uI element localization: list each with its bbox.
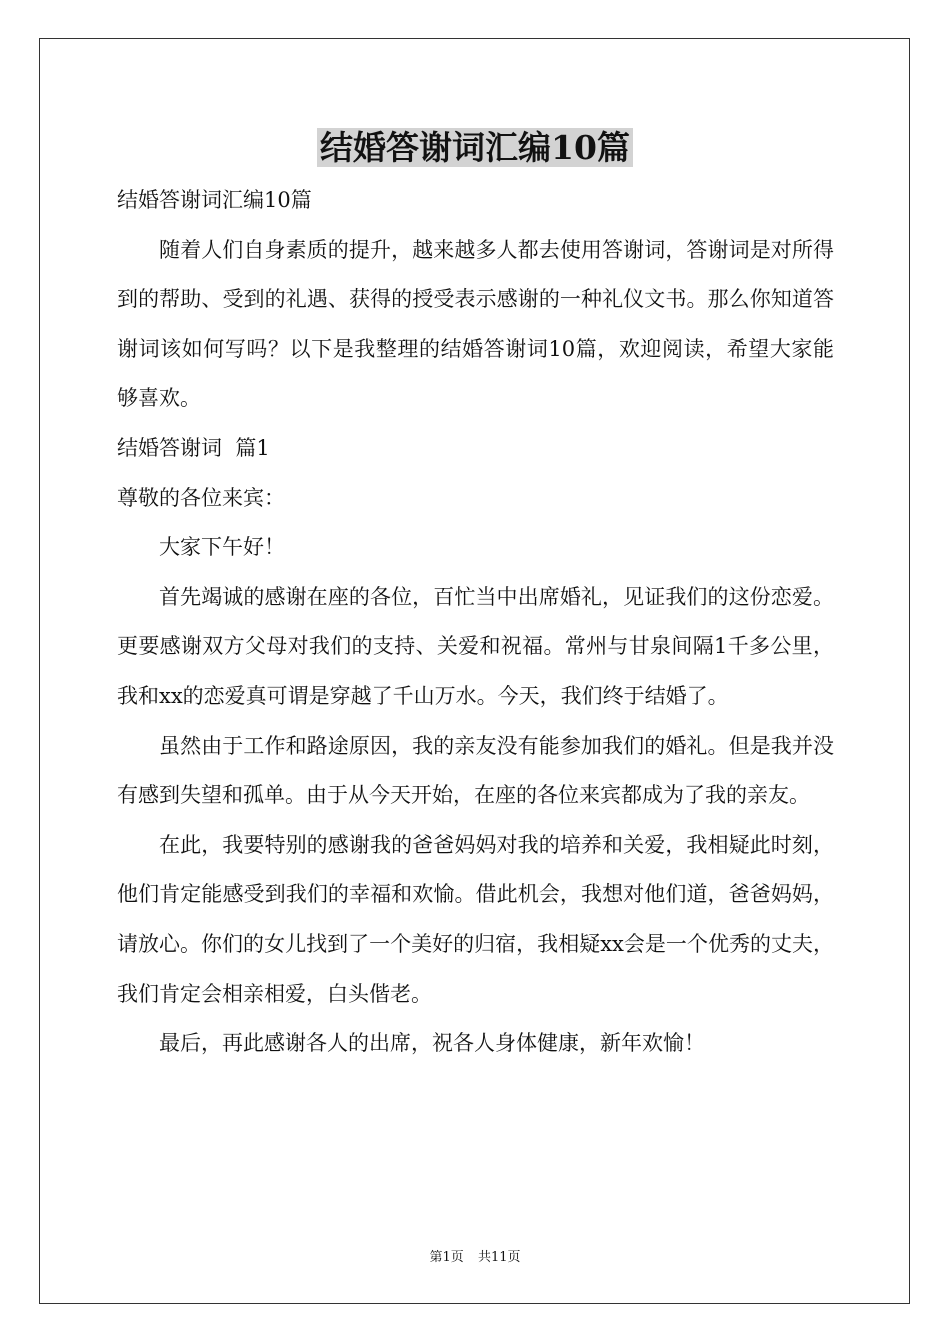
section-heading: 结婚答谢词 篇1 (117, 435, 270, 460)
page-number: 第1页 (429, 1250, 464, 1265)
paragraph: 首先竭诚的感谢在座的各位，百忙当中出席婚礼，见证我们的这份恋爱。更要感谢双方父母对我们的支持、关爱和祝福。常州与甘泉间隔1千多公里，我和xx的恋爱真可谓是穿越了千山万水。今天，我们终于结婚了。 (117, 584, 834, 708)
page-footer (0, 1246, 950, 1265)
paragraph: 虽然由于工作和路途原因，我的亲友没有能参加我们的婚礼。但是我并没有感到失望和孤单。由于从今天开始，在座的各位来宾都成为了我的亲友。 (117, 733, 834, 808)
page-total: 共11页 (477, 1250, 521, 1265)
document-title-container (0, 126, 950, 170)
document-body (117, 176, 834, 1069)
paragraph: 在此，我要特别的感谢我的爸爸妈妈对我的培养和关爱，我相疑此时刻，他们肯定能感受到我们的幸福和欢愉。借此机会，我想对他们道，爸爸妈妈，请放心。你们的女儿找到了一个美好的归宿，我相疑xx会是一个优秀的丈夫，我们肯定会相亲相爱，白头偕老。 (117, 832, 834, 1006)
paragraph: 随着人们自身素质的提升，越来越多人都去使用答谢词，答谢词是对所得到的帮助、受到的礼遇、获得的授受表示感谢的一种礼仪文书。那么你知道答谢词该如何写吗？以下是我整理的结婚答谢词10篇，欢迎阅读，希望大家能够喜欢。 (117, 237, 834, 411)
document-title: 结婚答谢词汇编10篇 (317, 128, 633, 167)
paragraph: 结婚答谢词汇编10篇 (117, 188, 312, 212)
salutation: 尊敬的各位来宾： (117, 485, 285, 510)
paragraph: 大家下午好！ (159, 535, 285, 560)
paragraph: 最后，再此感谢各人的出席，祝各人身体健康，新年欢愉！ (159, 1031, 705, 1056)
